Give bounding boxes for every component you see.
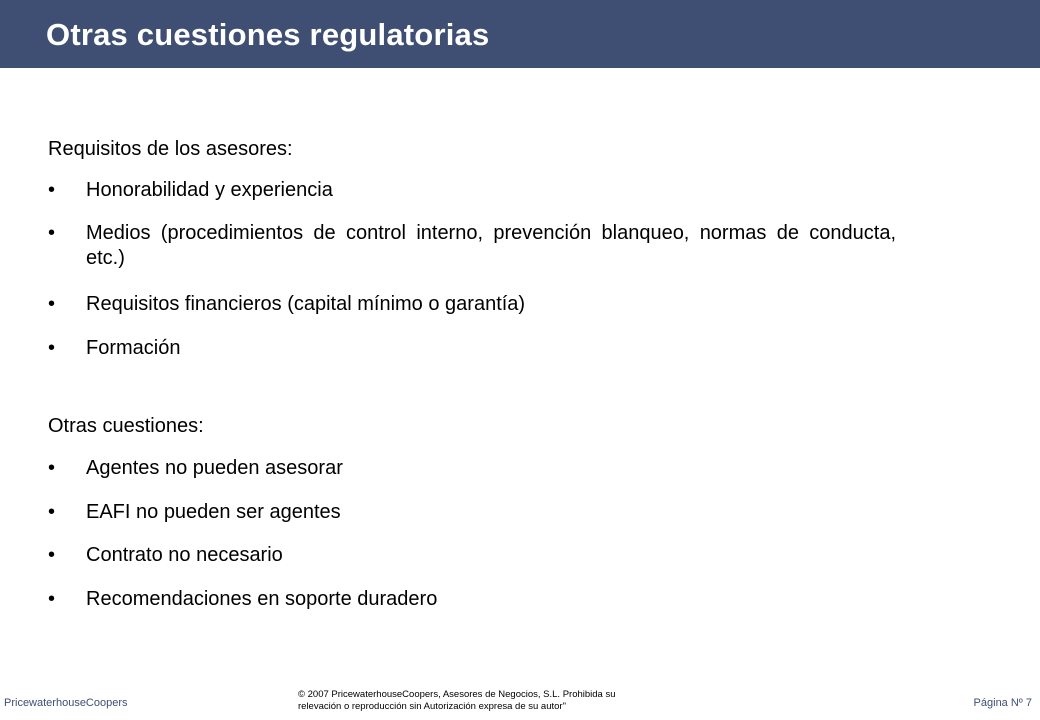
- list-item-text: Agentes no pueden asesorar: [86, 457, 343, 479]
- list-item: [48, 336, 896, 361]
- bullet-icon: •: [48, 457, 56, 479]
- list-item: [48, 221, 896, 271]
- section-heading-otras: Otras cuestiones:: [48, 415, 204, 437]
- bullet-icon: •: [48, 337, 56, 359]
- list-item-text: Formación: [86, 337, 181, 359]
- list-item: [48, 543, 896, 568]
- footer-copyright-line1: © 2007 PricewaterhouseCoopers, Asesores de Negocios, S.L. Prohibida su: [298, 689, 616, 700]
- title-bar: [0, 0, 1040, 68]
- bullet-icon: •: [48, 544, 56, 566]
- slide-title: Otras cuestiones regulatorias: [46, 17, 490, 52]
- footer-company: PricewaterhouseCoopers: [4, 697, 128, 709]
- list-item: [48, 178, 896, 203]
- list-item: [48, 500, 896, 525]
- list-item-text: Honorabilidad y experiencia: [86, 179, 333, 201]
- list-item: [48, 587, 896, 612]
- list-item-text: Contrato no necesario: [86, 544, 283, 566]
- list-item-text: Recomendaciones en soporte duradero: [86, 588, 438, 610]
- section-heading-requisitos: Requisitos de los asesores:: [48, 138, 293, 160]
- bullet-icon: •: [48, 588, 56, 610]
- footer-copyright: [298, 689, 688, 713]
- bullet-icon: •: [48, 222, 56, 244]
- list-item-text: Medios (procedimientos de control interno, prevención blanqueo, normas de conducta, etc.): [86, 222, 896, 269]
- footer-copyright-line2: relevación o reproducción sin Autorización expresa de su autor": [298, 701, 566, 712]
- list-item: [48, 456, 896, 481]
- bullet-icon: •: [48, 179, 56, 201]
- list-item-text: EAFI no pueden ser agentes: [86, 501, 341, 523]
- bullet-icon: •: [48, 293, 56, 315]
- list-item-text: Requisitos financieros (capital mínimo o garantía): [86, 293, 526, 315]
- bullet-icon: •: [48, 501, 56, 523]
- list-item: [48, 292, 896, 317]
- footer-page-number: Página Nº 7: [973, 697, 1032, 709]
